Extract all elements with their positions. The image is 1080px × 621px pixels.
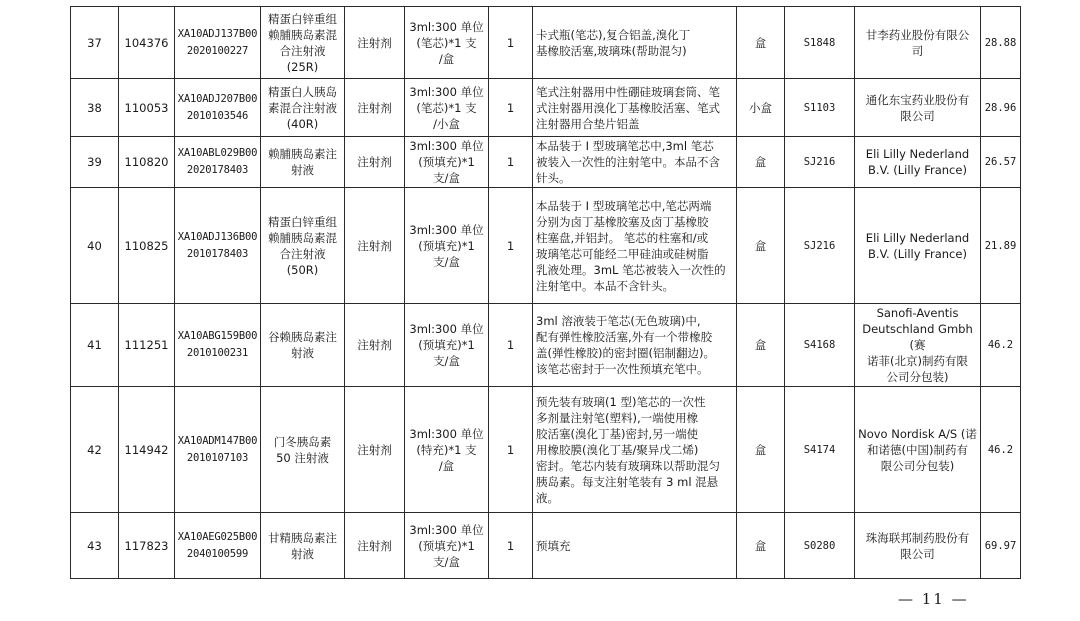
cell-specification-line: /盒 [438, 458, 455, 473]
cell-drug-name [261, 387, 345, 513]
cell-dosage-form: 注射剂 [345, 7, 405, 79]
table-row [71, 387, 1021, 513]
cell-specification [405, 137, 489, 188]
cell-index: 40 [71, 188, 119, 304]
cell-packaging-line: 基橡胶活塞,玻璃珠(帮助混匀) [536, 43, 687, 58]
cell-conversion-ratio: 1 [489, 79, 533, 137]
cell-company [855, 79, 981, 137]
cell-company-line: 和诺德(中国)制药有 [867, 442, 968, 457]
cell-drug-code-line: 2010178403 [186, 247, 249, 260]
cell-company-line: 司 [911, 43, 924, 58]
cell-index: 37 [71, 7, 119, 79]
cell-unit: 盒 [737, 304, 785, 387]
cell-conversion-ratio: 1 [489, 7, 533, 79]
cell-company-line: 限公司 [900, 546, 935, 561]
cell-drug-id: 117823 [119, 513, 175, 579]
cell-drug-name-line: 合注射液 [279, 246, 326, 261]
cell-company-line: Eli Lilly Nederland [865, 147, 970, 161]
cell-specification-line: 3ml:300 单位 [409, 522, 484, 537]
cell-specification-line: 支/盒 [433, 554, 460, 569]
cell-packaging-line: 胰岛素。每支注射笔装有 3 ml 混悬 [536, 474, 719, 489]
cell-company [855, 7, 981, 79]
cell-packaging [533, 387, 737, 513]
cell-drug-name-line: 谷赖胰岛素注 [268, 330, 337, 344]
cell-drug-name-line: 门冬胰岛素 [273, 434, 332, 449]
cell-specification [405, 7, 489, 79]
cell-packaging-line: 预先装有玻璃(1 型)笔芯的一次性 [536, 394, 706, 409]
cell-specification [405, 79, 489, 137]
cell-specification-line: 支/盒 [433, 354, 460, 368]
cell-drug-id: 110820 [119, 137, 175, 188]
cell-drug-code [175, 188, 261, 304]
cell-specification-line: (特充)*1 支 [416, 442, 477, 457]
cell-specification [405, 188, 489, 304]
cell-specification-line: (预填充)*1 [418, 238, 475, 253]
cell-company [855, 188, 981, 304]
cell-drug-name-line: (50R) [286, 262, 319, 277]
cell-drug-code [175, 7, 261, 79]
cell-drug-code [175, 387, 261, 513]
cell-drug-code-line: XA10ADJ137B00 [177, 27, 258, 40]
cell-packaging-line: 卡式瓶(笔芯),复合铝盖,溴化丁 [536, 27, 691, 42]
cell-specification [405, 304, 489, 387]
cell-packaging-line: 式注射器用溴化丁基橡胶活塞、笔式 [536, 100, 720, 115]
cell-drug-code-line: 2010103546 [186, 109, 249, 122]
cell-dosage-form: 注射剂 [345, 513, 405, 579]
cell-drug-code-line: 2020100227 [186, 44, 249, 57]
cell-unit: 盒 [737, 7, 785, 79]
cell-drug-name [261, 137, 345, 188]
cell-drug-name-line: 射液 [291, 546, 314, 561]
cell-drug-code [175, 513, 261, 579]
cell-drug-id: 114942 [119, 387, 175, 513]
cell-specification-line: 3ml:300 单位 [409, 426, 484, 441]
cell-dosage-form: 注射剂 [345, 304, 405, 387]
cell-drug-code-line: XA10ADJ207B00 [177, 92, 258, 105]
cell-drug-id: 110053 [119, 79, 175, 137]
cell-packaging-line: 笔式注射器用中性硼硅玻璃套筒、笔 [536, 84, 720, 99]
cell-approval-no: SJ216 [785, 137, 855, 188]
cell-drug-code-line: XA10ADM147B00 [177, 434, 258, 447]
cell-price: 26.57 [981, 137, 1021, 188]
cell-packaging-line: 注射器用合垫片铝盖 [536, 116, 640, 131]
cell-company-line: 珠海联邦制药股份有 [865, 530, 970, 545]
cell-drug-code-line: 2010100231 [186, 347, 249, 359]
cell-packaging-line: 3ml 溶液装于笔芯(无色玻璃)中, [536, 314, 701, 328]
cell-packaging-line: 注射笔中。本品不含针头。 [536, 278, 674, 293]
cell-dosage-form: 注射剂 [345, 137, 405, 188]
cell-packaging-line: 分别为卤丁基橡胶塞及卤丁基橡胶 [536, 214, 709, 229]
cell-drug-name-line: 合注射液 [279, 43, 326, 58]
cell-drug-id: 111251 [119, 304, 175, 387]
cell-specification-line: 3ml:300 单位 [409, 139, 484, 153]
cell-drug-name-line: 甘精胰岛素注 [268, 530, 337, 545]
cell-drug-name-line: 赖脯胰岛素混 [268, 27, 337, 42]
cell-drug-code [175, 79, 261, 137]
cell-unit: 盒 [737, 387, 785, 513]
cell-drug-code-line: XA10ABG159B00 [177, 330, 258, 342]
cell-packaging-line: 胶活塞(溴化丁基)密封,另一端使 [536, 426, 699, 441]
cell-packaging-line: 预填充 [536, 538, 571, 553]
cell-approval-no: SJ216 [785, 188, 855, 304]
cell-company-line: B.V. (Lilly France) [868, 246, 967, 261]
cell-specification [405, 387, 489, 513]
cell-packaging [533, 304, 737, 387]
cell-dosage-form: 注射剂 [345, 387, 405, 513]
cell-drug-code-line: 2010107103 [186, 451, 249, 464]
cell-company-line: B.V. (Lilly France) [868, 163, 967, 177]
cell-drug-id: 104376 [119, 7, 175, 79]
cell-dosage-form: 注射剂 [345, 79, 405, 137]
cell-approval-no: S0280 [785, 513, 855, 579]
table-body [71, 7, 1021, 579]
cell-index: 38 [71, 79, 119, 137]
cell-conversion-ratio: 1 [489, 387, 533, 513]
cell-specification-line: (预填充)*1 [418, 338, 475, 352]
cell-index: 42 [71, 387, 119, 513]
cell-drug-name-line: (25R) [286, 59, 319, 74]
cell-company [855, 304, 981, 387]
cell-packaging-line: 乳液处理。3mL 笔芯被装入一次性的 [536, 262, 726, 277]
cell-specification-line: /盒 [438, 51, 455, 66]
cell-packaging-line: 被装入一次性的注射笔中。本品不含 [536, 155, 720, 169]
cell-company-line: 甘李药业股份有限公 [865, 27, 970, 42]
cell-packaging-line: 本品装于 I 型玻璃笔芯中,3ml 笔芯 [536, 139, 714, 153]
cell-specification-line: (预填充)*1 [418, 538, 475, 553]
cell-packaging-line: 柱塞盘,并铝封。 笔芯的柱塞和/或 [536, 230, 709, 245]
cell-company [855, 513, 981, 579]
table-row [71, 304, 1021, 387]
table-row [71, 79, 1021, 137]
cell-approval-no: S4174 [785, 387, 855, 513]
cell-packaging-line: 盖(弹性橡胶)的密封圈(铝制翻边)。 [536, 346, 715, 360]
cell-specification-line: (笔芯)*1 支 [416, 100, 477, 115]
cell-specification-line: 3ml:300 单位 [409, 19, 484, 34]
cell-specification-line: 3ml:300 单位 [409, 322, 484, 336]
cell-approval-no: S4168 [785, 304, 855, 387]
table-row [71, 7, 1021, 79]
cell-drug-id: 110825 [119, 188, 175, 304]
cell-drug-name-line: 射液 [291, 346, 314, 360]
cell-packaging-line: 玻璃笔芯可能经二甲硅油或硅树脂 [536, 246, 709, 261]
cell-specification [405, 513, 489, 579]
cell-price: 21.89 [981, 188, 1021, 304]
cell-drug-name-line: 赖脯胰岛素混 [268, 230, 337, 245]
cell-drug-name-line: 赖脯胰岛素注 [268, 147, 337, 161]
cell-price: 69.97 [981, 513, 1021, 579]
cell-price: 46.2 [981, 304, 1021, 387]
cell-price: 28.88 [981, 7, 1021, 79]
page-number: — 11 — [898, 590, 969, 608]
cell-packaging-line: 配有弹性橡胶活塞,外有一个带橡胶 [536, 330, 713, 344]
cell-packaging [533, 513, 737, 579]
cell-company-line: Novo Nordisk A/S (诺 [858, 426, 977, 441]
cell-drug-name-line: 精蛋白锌重组 [268, 214, 337, 229]
cell-specification-line: /小盒 [433, 116, 460, 131]
cell-conversion-ratio: 1 [489, 188, 533, 304]
cell-drug-name [261, 513, 345, 579]
cell-drug-name [261, 79, 345, 137]
cell-drug-name [261, 188, 345, 304]
cell-company-line: 诺菲(北京)制药有限 [867, 354, 968, 368]
cell-drug-code-line: XA10ABL029B00 [177, 147, 258, 159]
cell-specification-line: 3ml:300 单位 [409, 222, 484, 237]
cell-packaging-line: 多剂量注射笔(塑料),一端使用橡 [536, 410, 699, 425]
cell-conversion-ratio: 1 [489, 513, 533, 579]
cell-unit: 盒 [737, 513, 785, 579]
cell-unit: 小盒 [737, 79, 785, 137]
cell-packaging-line: 液。 [536, 490, 559, 505]
drug-table-wrapper [70, 6, 1021, 579]
cell-price: 28.96 [981, 79, 1021, 137]
cell-packaging-line: 本品装于 I 型玻璃笔芯中,笔芯两端 [536, 198, 712, 213]
drug-table [70, 6, 1021, 579]
cell-packaging [533, 188, 737, 304]
cell-conversion-ratio: 1 [489, 137, 533, 188]
cell-packaging-line: 该笔芯密封于一次性预填充笔中。 [536, 362, 709, 376]
cell-drug-name-line: 50 注射液 [276, 450, 329, 465]
cell-company-line: 限公司分包装) [880, 458, 955, 473]
cell-company [855, 387, 981, 513]
cell-specification-line: (笔芯)*1 支 [416, 35, 477, 50]
cell-drug-name-line: 素混合注射液 [268, 100, 337, 115]
cell-drug-code-line: XA10ADJ136B00 [177, 230, 258, 243]
cell-drug-name [261, 7, 345, 79]
cell-drug-code-line: 2040100599 [186, 547, 249, 560]
cell-specification-line: 支/盒 [433, 171, 460, 185]
cell-drug-name-line: 射液 [291, 163, 314, 177]
cell-specification-line: 3ml:300 单位 [409, 84, 484, 99]
cell-specification-line: 支/盒 [433, 254, 460, 269]
cell-company-line: 公司分包装) [886, 370, 949, 384]
table-row [71, 513, 1021, 579]
cell-packaging-line: 用橡胶膜(溴化丁基/聚异戊二烯) [536, 442, 699, 457]
cell-price: 46.2 [981, 387, 1021, 513]
cell-approval-no: S1848 [785, 7, 855, 79]
cell-index: 43 [71, 513, 119, 579]
cell-index: 41 [71, 304, 119, 387]
cell-drug-name-line: 精蛋白锌重组 [268, 11, 337, 26]
cell-packaging [533, 137, 737, 188]
cell-unit: 盒 [737, 137, 785, 188]
cell-company-line: 限公司 [900, 108, 935, 123]
cell-company-line: Deutschland Gmbh (赛 [862, 322, 973, 352]
cell-approval-no: S1103 [785, 79, 855, 137]
cell-company [855, 137, 981, 188]
cell-dosage-form: 注射剂 [345, 188, 405, 304]
cell-drug-code [175, 137, 261, 188]
cell-drug-code [175, 304, 261, 387]
cell-conversion-ratio: 1 [489, 304, 533, 387]
cell-company-line: 通化东宝药业股份有 [865, 92, 970, 107]
table-row [71, 188, 1021, 304]
cell-company-line: Eli Lilly Nederland [865, 230, 970, 245]
cell-drug-code-line: 2020178403 [186, 164, 249, 176]
cell-specification-line: (预填充)*1 [418, 155, 475, 169]
cell-packaging-line: 密封。笔芯内装有玻璃珠以帮助混匀 [536, 458, 720, 473]
cell-packaging-line: 针头。 [536, 171, 571, 185]
table-row [71, 137, 1021, 188]
cell-packaging [533, 7, 737, 79]
cell-drug-name [261, 304, 345, 387]
cell-drug-code-line: XA10AEG025B00 [177, 530, 258, 543]
cell-company-line: Sanofi-Aventis [876, 306, 959, 320]
cell-packaging [533, 79, 737, 137]
cell-unit: 盒 [737, 188, 785, 304]
cell-drug-name-line: (40R) [286, 116, 319, 131]
cell-drug-name-line: 精蛋白人胰岛 [268, 84, 337, 99]
cell-index: 39 [71, 137, 119, 188]
